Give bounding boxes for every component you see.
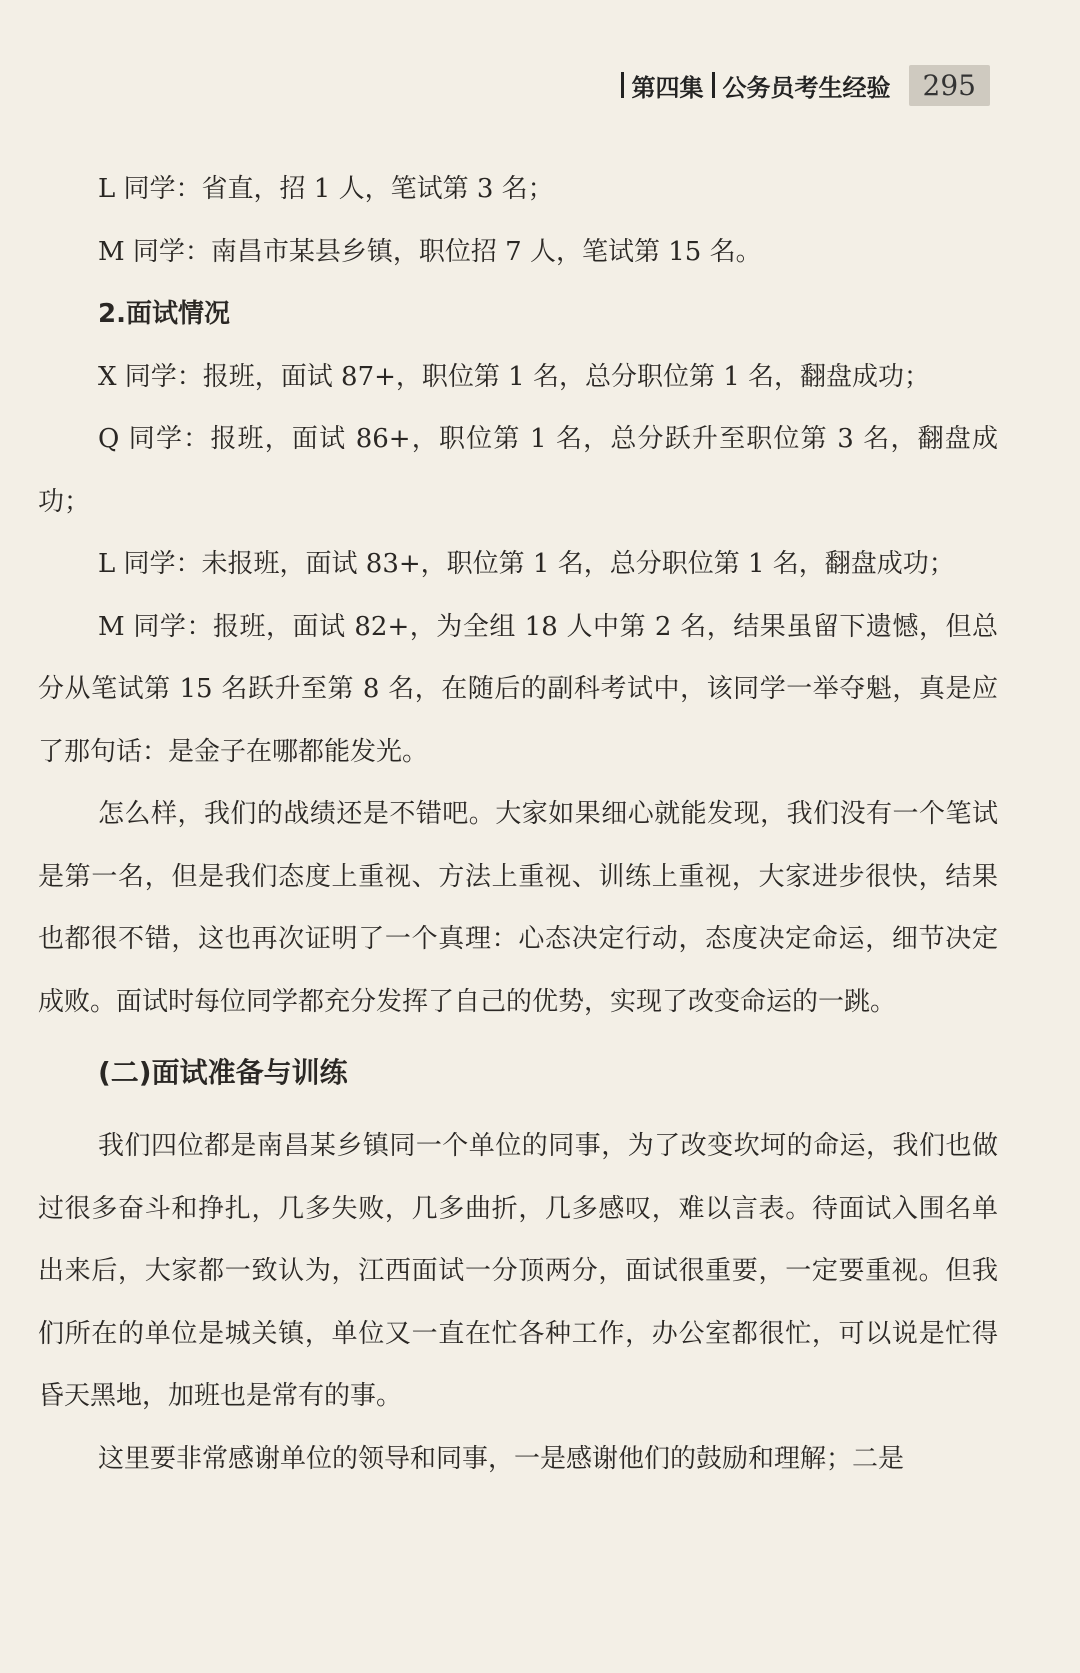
- paragraph: X 同学：报班，面试 87+，职位第 1 名，总分职位第 1 名，翻盘成功；: [98, 361, 931, 392]
- paragraph: 怎么样，我们的战绩还是不错吧。大家如果细心就能发现，我们没有一个笔试是第一名，但是我们态度上重视、方法上重视、训练上重视，大家进步很快，结果也都很不错，这也再次证明了一个真理：心态决定行动，态度决定命运，细节决定成败。面试时每位同学都充分发挥了自己的优势，实现了改变命运的一跳。: [38, 799, 998, 1017]
- paragraph: 我们四位都是南昌某乡镇同一个单位的同事，为了改变坎坷的命运，我们也做过很多奋斗和挣扎，几多失败，几多曲折，几多感叹，难以言表。待面试入围名单出来后，大家都一致认为，江西面试一分顶两分，面试很重要，一定要重视。但我们所在的单位是城关镇，单位又一直在忙各种工作，办公室都很忙，可以说是忙得昏天黑地，加班也是常有的事。: [38, 1131, 998, 1411]
- section-heading: (二)面试准备与训练: [98, 1056, 348, 1089]
- divider-bar: [621, 72, 624, 98]
- running-title: [621, 68, 891, 103]
- paragraph: L 同学：省直，招 1 人，笔试第 3 名；: [98, 174, 554, 204]
- paragraph: L 同学：未报班，面试 83+，职位第 1 名，总分职位第 1 名，翻盘成功；: [98, 549, 955, 579]
- page-body: [38, 158, 998, 1490]
- subheading: 2.面试情况: [98, 299, 230, 329]
- paragraph: Q 同学：报班，面试 86+，职位第 1 名，总分跃升至职位第 3 名，翻盘成功；: [38, 424, 998, 517]
- page-number: 295: [909, 65, 990, 106]
- chapter-label: 第四集: [631, 73, 704, 102]
- divider-bar: [712, 72, 715, 98]
- paragraph: 这里要非常感谢单位的领导和同事，一是感谢他们的鼓励和理解；二是: [98, 1443, 905, 1474]
- paragraph: M 同学：报班，面试 82+，为全组 18 人中第 2 名，结果虽留下遗憾，但总分从笔试第 15 名跃升至第 8 名，在随后的副科考试中，该同学一举夺魁，真是应了那句话：是金子在哪都能发光。: [38, 611, 998, 767]
- book-section-title: 公务员考生经验: [722, 73, 891, 102]
- running-header: [596, 62, 990, 108]
- paragraph: M 同学：南昌市某县乡镇，职位招 7 人，笔试第 15 名。: [98, 236, 762, 267]
